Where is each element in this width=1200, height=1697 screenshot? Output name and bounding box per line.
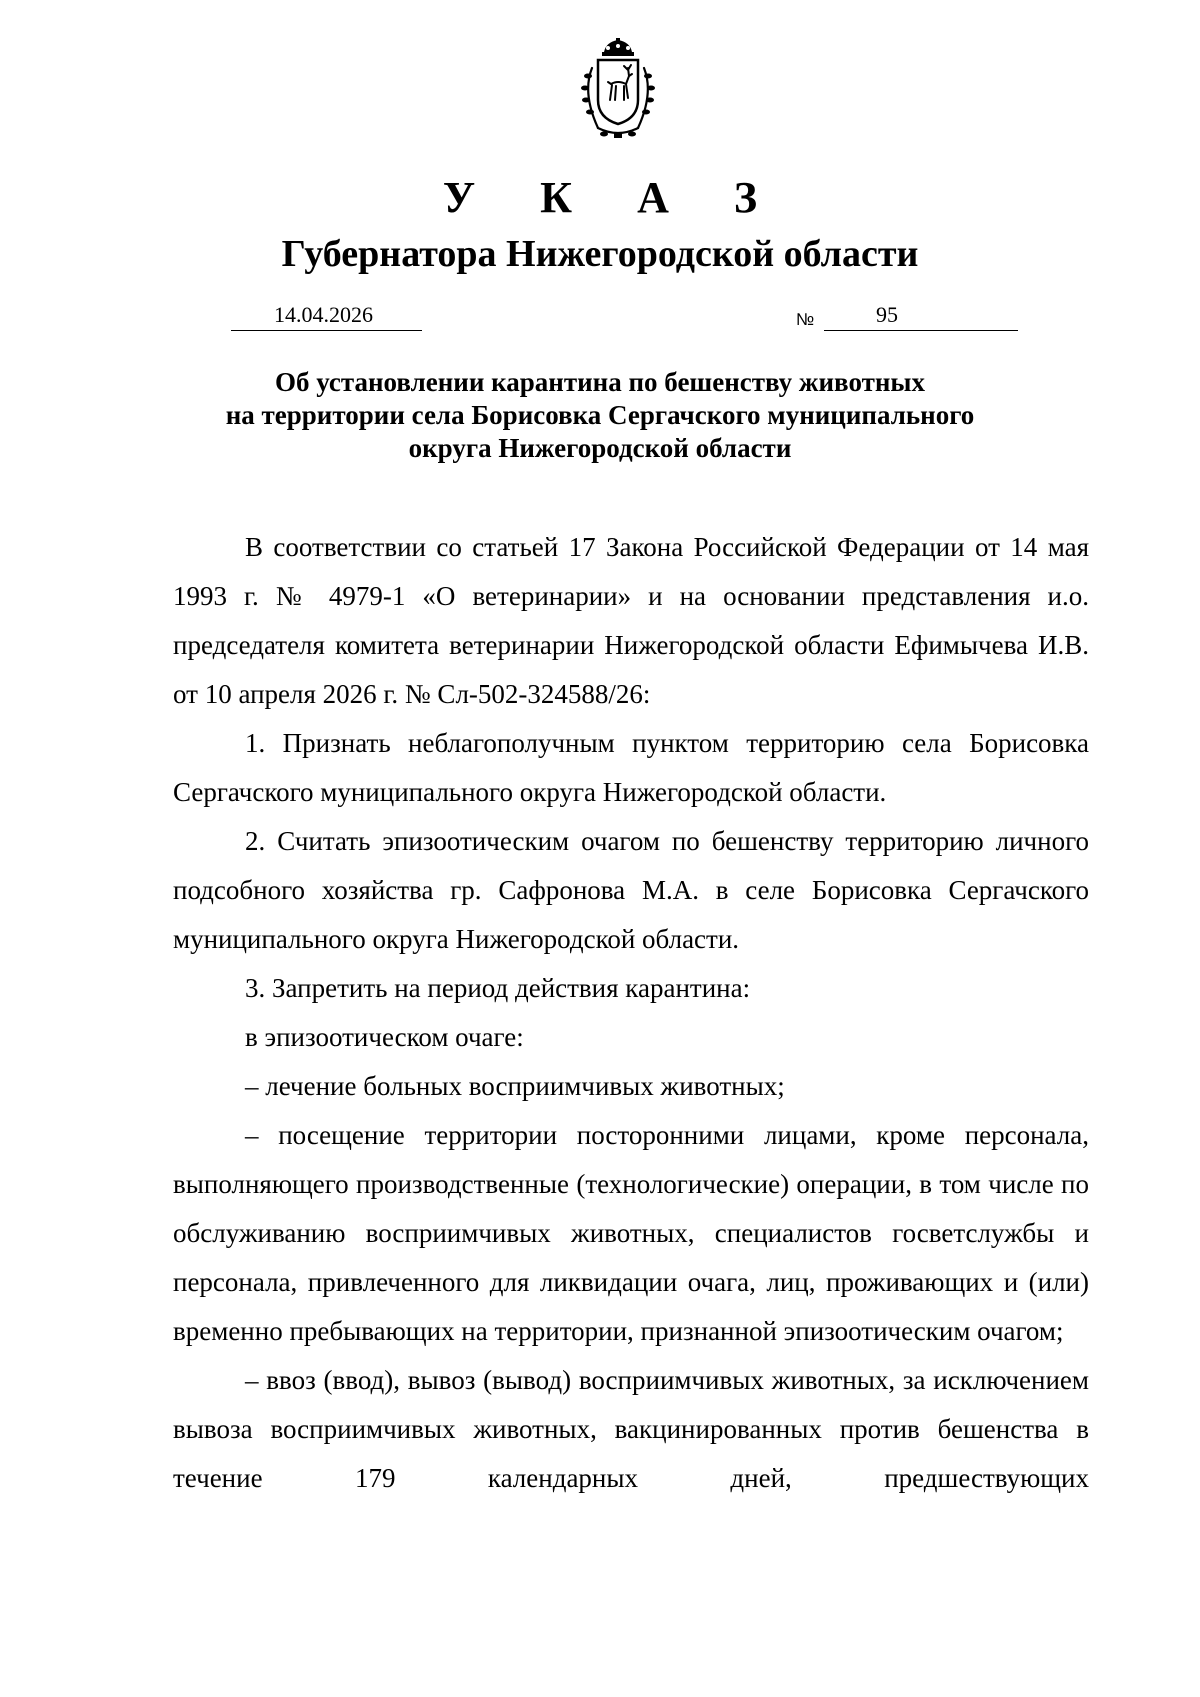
item-1-paragraph: 1. Признать неблагополучным пунктом территорию села Борисовка Сергачского муниципального округа Нижегородской области. (173, 728, 1089, 807)
coat-of-arms-emblem (568, 38, 668, 146)
document-body (173, 523, 1089, 1503)
number-field (824, 302, 1018, 331)
document-heading-line: на территории села Борисовка Сергачского муниципального (225, 400, 975, 430)
date-field (231, 302, 422, 331)
document-number: 95 (876, 302, 898, 327)
nizhny-novgorod-coat-of-arms-icon (568, 38, 668, 146)
dash-item-2: – посещение территории посторонними лицами, кроме персонала, выполняющего производственные (технологические) операции, в том числе по обслуживанию восприимчивых животных, специалистов госветслужбы и персонала, привлеченного для ликвидации очага, лиц, проживающих и (или) временно пребывающих на территории, признанной эпизоотическим очагом; (173, 1120, 1089, 1346)
dash-item-3: – ввоз (ввод), вывоз (вывод) восприимчивых животных, за исключением вывоза восприимчивых животных, вакцинированных против бешенства в течение 179 календарных дней, предшествующих (173, 1365, 1089, 1493)
document-date: 14.04.2026 (274, 302, 373, 327)
focus-heading-paragraph: в эпизоотическом очаге: (245, 1022, 524, 1052)
issuer-title: Губернатора Нижегородской области (281, 233, 919, 275)
document-heading (0, 366, 1200, 465)
number-sign: № (796, 310, 815, 329)
document-heading-line: Об установлении карантина по бешенству животных (274, 367, 925, 397)
document-type-title: У К А З (442, 173, 785, 222)
document-heading-line: округа Нижегородской области (408, 433, 792, 463)
item-2-paragraph: 2. Считать эпизоотическим очагом по бешенству территорию личного подсобного хозяйства гр. Сафронова М.А. в селе Борисовка Сергачского муниципального округа Нижегородской области. (173, 826, 1089, 954)
preamble-paragraph: В соответствии со статьей 17 Закона Российской Федерации от 14 мая 1993 г. № 4979-1 «О ветеринарии» и на основании представления и.о. председателя комитета ветеринарии Нижегородской области Ефимычева И.В. от 10 апреля 2026 г. № Сл-502-324588/26: (173, 532, 1089, 709)
dash-item-1: – лечение больных восприимчивых животных; (245, 1071, 785, 1101)
item-3-paragraph: 3. Запретить на период действия карантина: (245, 973, 751, 1003)
